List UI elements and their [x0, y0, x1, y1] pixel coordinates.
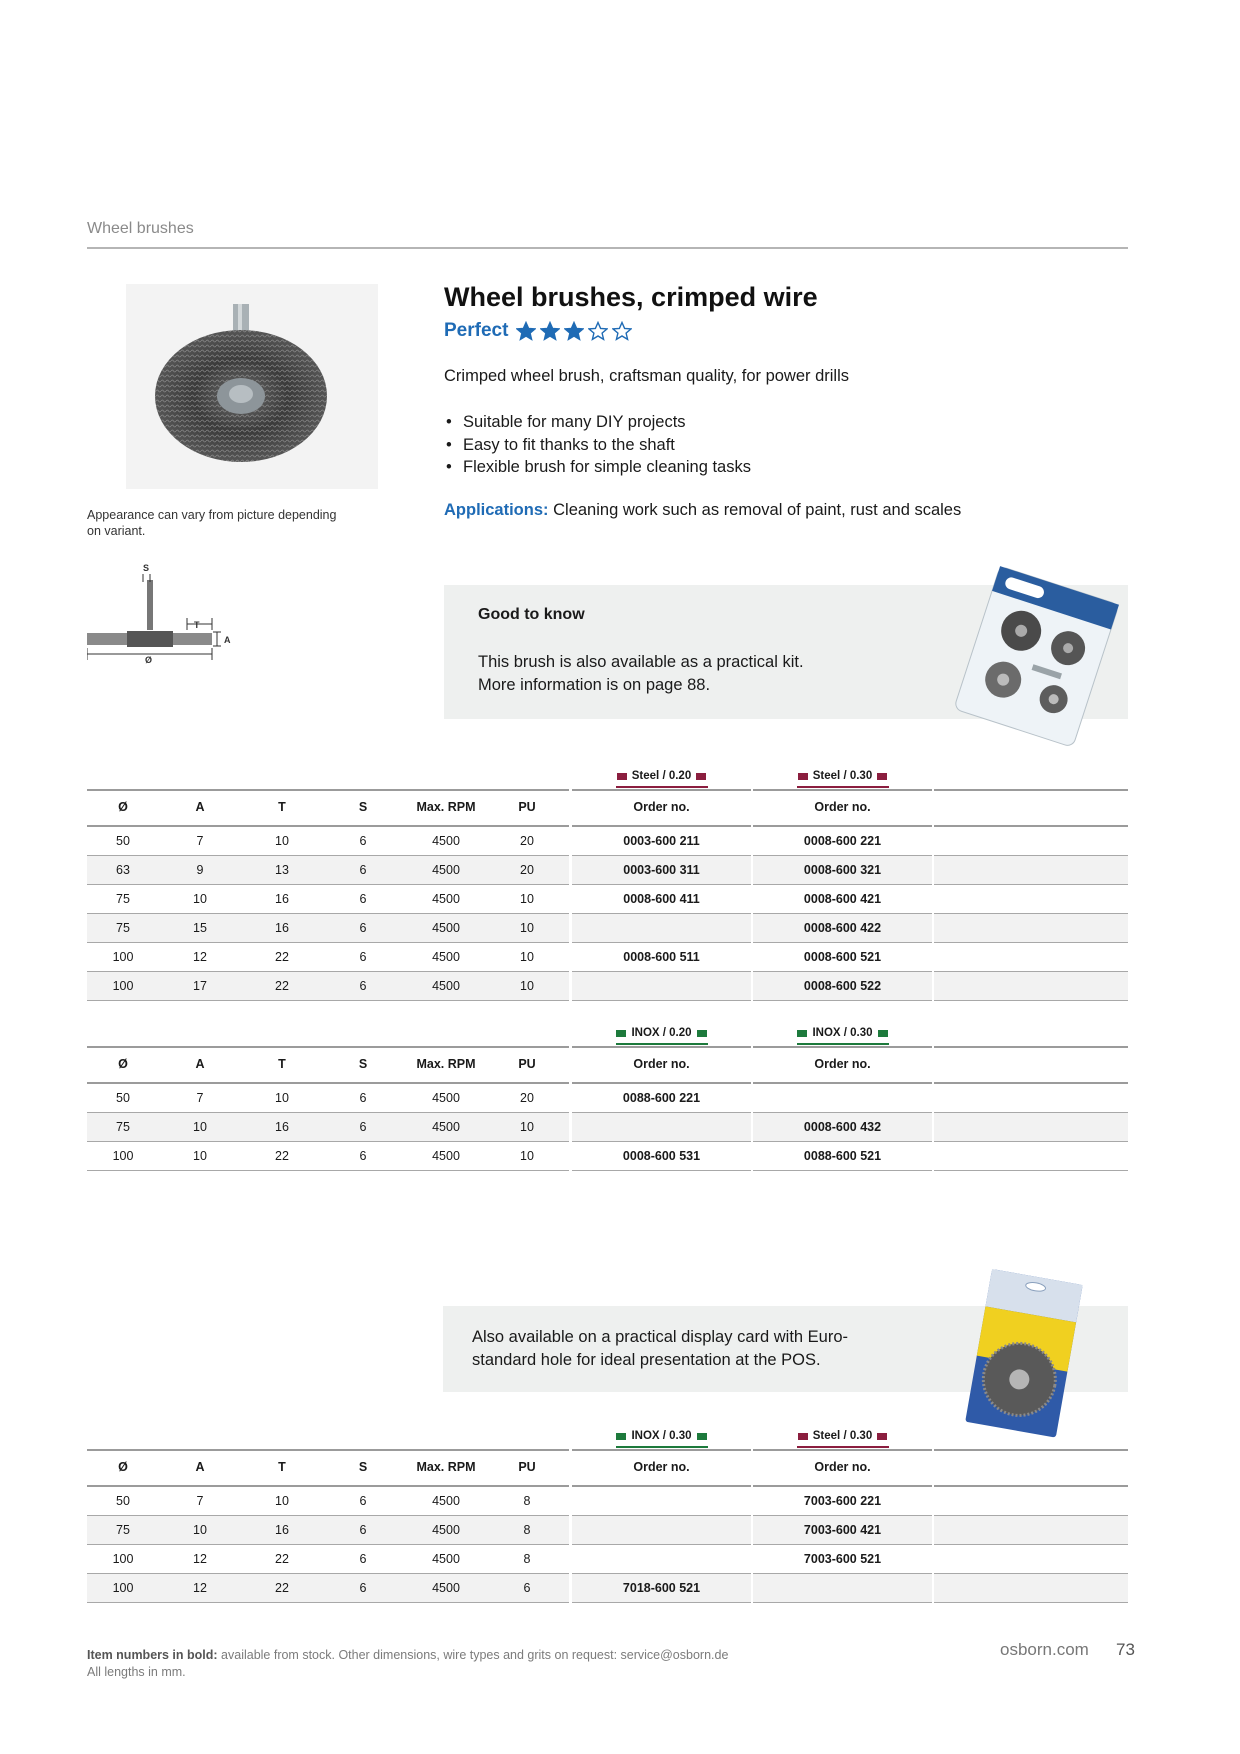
column-header: Order no. [633, 800, 690, 814]
table-row [87, 827, 1128, 856]
table-cell: 50 [116, 1494, 130, 1508]
column-header: T [278, 1057, 286, 1071]
row-divider [934, 1602, 1128, 1603]
table-cell: 12 [193, 1581, 207, 1595]
applications [444, 501, 961, 520]
table-cell: 7 [196, 834, 204, 848]
table-row [87, 885, 1128, 914]
table-cell: 10 [520, 921, 534, 935]
table-cell: 4500 [432, 950, 460, 964]
row-shading [572, 914, 751, 942]
variant-underline [616, 786, 708, 788]
table-cell: 4500 [432, 1523, 460, 1537]
column-header: Max. RPM [416, 1057, 476, 1071]
table-cell: 4500 [432, 979, 460, 993]
order-number: 7003-600 221 [803, 1494, 882, 1508]
column-header: S [358, 1460, 368, 1474]
variant-color-swatch [617, 773, 627, 780]
star-filled-icon [540, 321, 560, 341]
column-header: A [195, 1057, 205, 1071]
table-cell: 100 [112, 1581, 134, 1595]
good-to-know-line: More information is on page 88. [478, 675, 711, 694]
row-divider [753, 1000, 932, 1001]
table-cell: 13 [275, 863, 289, 877]
table-cell: 10 [275, 834, 289, 848]
row-shading [572, 972, 751, 1000]
column-header: Order no. [814, 1460, 871, 1474]
spec-table [87, 1022, 1128, 1171]
table-header-rule [87, 1046, 569, 1048]
column-header: Ø [118, 1460, 128, 1474]
table-cell: 20 [520, 863, 534, 877]
table-header-rule [572, 789, 751, 791]
variant-color-swatch [797, 1030, 807, 1037]
table-cell: 17 [193, 979, 207, 993]
table-header-rule [934, 1046, 1128, 1048]
column-header: PU [518, 1057, 536, 1071]
star-outline-icon [612, 321, 632, 341]
table-cell: 10 [275, 1091, 289, 1105]
variant-text: Steel / 0.20 [631, 770, 692, 782]
table-cell: 100 [112, 979, 134, 993]
table-cell: 63 [116, 863, 130, 877]
applications-label: Applications: [444, 501, 549, 519]
table-cell: 4500 [432, 834, 460, 848]
table-cell: 12 [193, 950, 207, 964]
row-shading [753, 1574, 932, 1602]
product-title: Wheel brushes, crimped wire [444, 282, 818, 312]
row-divider [572, 1000, 751, 1001]
column-header: S [358, 1057, 368, 1071]
spec-table [87, 765, 1128, 1001]
variant-underline [797, 1043, 889, 1045]
table-cell: 20 [520, 834, 534, 848]
row-shading [934, 1574, 1128, 1602]
row-divider [753, 1170, 932, 1171]
table-cell: 10 [520, 1120, 534, 1134]
order-number: 0008-600 422 [803, 921, 882, 935]
column-header: PU [518, 1460, 536, 1474]
star-outline-icon [588, 321, 608, 341]
table-cell: 10 [193, 1149, 207, 1163]
table-row [87, 972, 1128, 1001]
page-number: 73 [1116, 1640, 1135, 1659]
row-shading [934, 972, 1128, 1000]
table-cell: 10 [520, 1149, 534, 1163]
table-cell: 10 [275, 1494, 289, 1508]
variant-color-swatch [877, 1433, 887, 1440]
table-header-rule [934, 789, 1128, 791]
row-divider [572, 1170, 751, 1171]
column-header: Order no. [814, 1057, 871, 1071]
drawing-label-t: T [194, 620, 200, 630]
footer-note-text: available from stock. Other dimensions, wire types and grits on request: service@osborn.de [217, 1648, 729, 1662]
variant-color-swatch [798, 773, 808, 780]
table-cell: 100 [112, 1149, 134, 1163]
column-header: Order no. [633, 1057, 690, 1071]
table-cell: 4500 [432, 921, 460, 935]
order-number: 0008-600 321 [803, 863, 882, 877]
column-header: Max. RPM [416, 800, 476, 814]
column-header: A [195, 1460, 205, 1474]
footer-note-bold: Item numbers in bold: [87, 1648, 218, 1662]
table-cell: 75 [116, 892, 130, 906]
table-row [87, 1516, 1128, 1545]
row-divider [87, 1000, 569, 1001]
drawing-label-s: S [143, 563, 150, 573]
table-cell: 8 [523, 1523, 531, 1537]
column-header: A [195, 800, 205, 814]
variant-color-swatch [878, 1030, 888, 1037]
table-cell: 4500 [432, 1091, 460, 1105]
quality-rating [444, 320, 632, 342]
table-cell: 4500 [432, 1120, 460, 1134]
table-row [87, 943, 1128, 972]
drawing-label-diameter: Ø [145, 655, 153, 665]
table-cell: 4500 [432, 892, 460, 906]
table-cell: 16 [275, 1120, 289, 1134]
variant-text: Steel / 0.30 [812, 770, 873, 782]
column-header: PU [518, 800, 536, 814]
table-cell: 6 [523, 1581, 531, 1595]
order-number: 0008-600 421 [803, 892, 882, 906]
row-divider [934, 1170, 1128, 1171]
feature-list [444, 411, 751, 479]
row-divider [753, 1602, 932, 1603]
row-divider [934, 1000, 1128, 1001]
table-header-rule [87, 1449, 569, 1451]
table-header-rule [753, 1449, 932, 1451]
table-cell: 10 [193, 892, 207, 906]
table-cell: 6 [359, 1523, 367, 1537]
drawing-label-a: A [224, 635, 231, 645]
row-divider [87, 1170, 569, 1171]
table-cell: 8 [523, 1552, 531, 1566]
photo-caption: Appearance can vary from picture depending on variant. [87, 508, 337, 538]
footer-note [87, 1647, 728, 1681]
variant-label [572, 765, 751, 787]
table-cell: 22 [275, 950, 289, 964]
table-cell: 6 [359, 1552, 367, 1566]
header-divider [87, 247, 1128, 249]
table-cell: 6 [359, 921, 367, 935]
variant-underline [797, 786, 889, 788]
variant-color-swatch [696, 773, 706, 780]
row-shading [572, 1516, 751, 1544]
table-cell: 10 [520, 892, 534, 906]
variant-underline [616, 1446, 708, 1448]
table-cell: 20 [520, 1091, 534, 1105]
table-cell: 4500 [432, 1149, 460, 1163]
row-shading [934, 914, 1128, 942]
variant-color-swatch [877, 773, 887, 780]
table-cell: 75 [116, 1120, 130, 1134]
variant-text: INOX / 0.20 [631, 1027, 692, 1039]
star-rating [516, 321, 632, 341]
table-cell: 10 [193, 1120, 207, 1134]
variant-label [753, 1425, 932, 1447]
column-header: Order no. [814, 800, 871, 814]
row-divider [572, 1602, 751, 1603]
variant-color-swatch [616, 1030, 626, 1037]
variant-text: Steel / 0.30 [812, 1430, 873, 1442]
dimension-drawing [87, 560, 262, 665]
table-cell: 15 [193, 921, 207, 935]
column-header: Order no. [633, 1460, 690, 1474]
table-cell: 6 [359, 1494, 367, 1508]
spec-table [87, 1425, 1128, 1603]
table-cell: 6 [359, 834, 367, 848]
table-cell: 50 [116, 834, 130, 848]
order-number: 0008-600 432 [803, 1120, 882, 1134]
feature-item: • Flexible brush for simple cleaning tasks [444, 456, 751, 479]
table-cell: 4500 [432, 863, 460, 877]
table-cell: 7 [196, 1494, 204, 1508]
order-number: 0003-600 311 [623, 863, 700, 877]
order-number: 0008-600 521 [803, 950, 882, 964]
table-cell: 22 [275, 1149, 289, 1163]
table-cell: 22 [275, 979, 289, 993]
variant-color-swatch [798, 1433, 808, 1440]
table-cell: 16 [275, 921, 289, 935]
table-row [87, 1574, 1128, 1603]
table-cell: 10 [520, 979, 534, 993]
variant-label [753, 1022, 932, 1044]
variant-label [572, 1022, 751, 1044]
order-number: 7018-600 521 [622, 1581, 701, 1595]
section-label: Wheel brushes [87, 220, 194, 237]
table-header-rule [934, 1449, 1128, 1451]
variant-color-swatch [616, 1433, 626, 1440]
table-cell: 6 [359, 1120, 367, 1134]
order-number: 0088-600 221 [622, 1091, 701, 1105]
table-cell: 22 [275, 1581, 289, 1595]
table-cell: 100 [112, 950, 134, 964]
table-header-rule [572, 1046, 751, 1048]
table-cell: 6 [359, 1149, 367, 1163]
table-cell: 22 [275, 1552, 289, 1566]
table-cell: 4500 [432, 1494, 460, 1508]
table-cell: 8 [523, 1494, 531, 1508]
row-shading [934, 856, 1128, 884]
order-number: 0003-600 211 [623, 834, 700, 848]
column-header: Max. RPM [416, 1460, 476, 1474]
order-number: 7003-600 421 [803, 1523, 882, 1537]
row-shading [934, 1113, 1128, 1141]
table-row [87, 856, 1128, 885]
good-to-know-line: This brush is also available as a practical kit. [478, 653, 804, 671]
order-number: 0088-600 521 [803, 1149, 882, 1163]
table-cell: 6 [359, 1581, 367, 1595]
variant-label [572, 1425, 751, 1447]
footer-note-line2: All lengths in mm. [87, 1665, 186, 1679]
applications-text: Cleaning work such as removal of paint, rust and scales [553, 501, 962, 519]
product-photo [126, 284, 378, 489]
column-header: Ø [118, 1057, 128, 1071]
table-cell: 6 [359, 950, 367, 964]
row-shading [934, 1516, 1128, 1544]
product-subtitle: Crimped wheel brush, craftsman quality, for power drills [444, 367, 850, 385]
table-cell: 4500 [432, 1581, 460, 1595]
table-header-rule [87, 789, 569, 791]
variant-underline [616, 1043, 708, 1045]
star-filled-icon [564, 321, 584, 341]
table-cell: 16 [275, 892, 289, 906]
feature-item: • Suitable for many DIY projects [444, 411, 751, 434]
order-number: 0008-600 531 [622, 1149, 701, 1163]
table-row [87, 1545, 1128, 1574]
table-cell: 12 [193, 1552, 207, 1566]
table-cell: 16 [275, 1523, 289, 1537]
table-header-rule [753, 1046, 932, 1048]
table-cell: 6 [359, 863, 367, 877]
table-row [87, 1113, 1128, 1142]
table-row [87, 1142, 1128, 1171]
order-number: 0008-600 522 [803, 979, 882, 993]
table-cell: 6 [359, 979, 367, 993]
order-number: 0008-600 411 [623, 892, 700, 906]
variant-label [753, 765, 932, 787]
table-cell: 4500 [432, 1552, 460, 1566]
column-header: Ø [118, 800, 128, 814]
website-link[interactable]: osborn.com [1000, 1640, 1089, 1659]
display-card-text: Also available on a practical display card with Euro-standard hole for ideal presentation at the POS. [472, 1328, 849, 1369]
table-row [87, 914, 1128, 943]
order-number: 7003-600 521 [803, 1552, 882, 1566]
table-cell: 75 [116, 1523, 130, 1537]
table-row [87, 1487, 1128, 1516]
quality-label: Perfect [444, 320, 509, 341]
variant-underline [797, 1446, 889, 1448]
table-cell: 10 [520, 950, 534, 964]
table-cell: 75 [116, 921, 130, 935]
table-cell: 6 [359, 892, 367, 906]
good-to-know-heading: Good to know [478, 606, 585, 623]
variant-color-swatch [697, 1030, 707, 1037]
brush-kit-image [944, 566, 1124, 746]
good-to-know-text [478, 651, 804, 696]
table-cell: 6 [359, 1091, 367, 1105]
table-row [87, 1084, 1128, 1113]
order-number: 0008-600 511 [623, 950, 700, 964]
star-filled-icon [516, 321, 536, 341]
feature-item: • Easy to fit thanks to the shaft [444, 434, 751, 457]
order-number: 0008-600 221 [803, 834, 882, 848]
table-cell: 50 [116, 1091, 130, 1105]
table-header-rule [753, 789, 932, 791]
table-cell: 7 [196, 1091, 204, 1105]
row-divider [87, 1602, 569, 1603]
table-cell: 9 [196, 863, 204, 877]
row-shading [572, 1113, 751, 1141]
variant-color-swatch [697, 1433, 707, 1440]
table-cell: 10 [193, 1523, 207, 1537]
column-header: T [278, 1460, 286, 1474]
display-card-image [960, 1268, 1090, 1438]
variant-text: INOX / 0.30 [812, 1027, 873, 1039]
column-header: T [278, 800, 286, 814]
table-header-rule [572, 1449, 751, 1451]
column-header: S [358, 800, 368, 814]
table-cell: 100 [112, 1552, 134, 1566]
variant-text: INOX / 0.30 [631, 1430, 692, 1442]
